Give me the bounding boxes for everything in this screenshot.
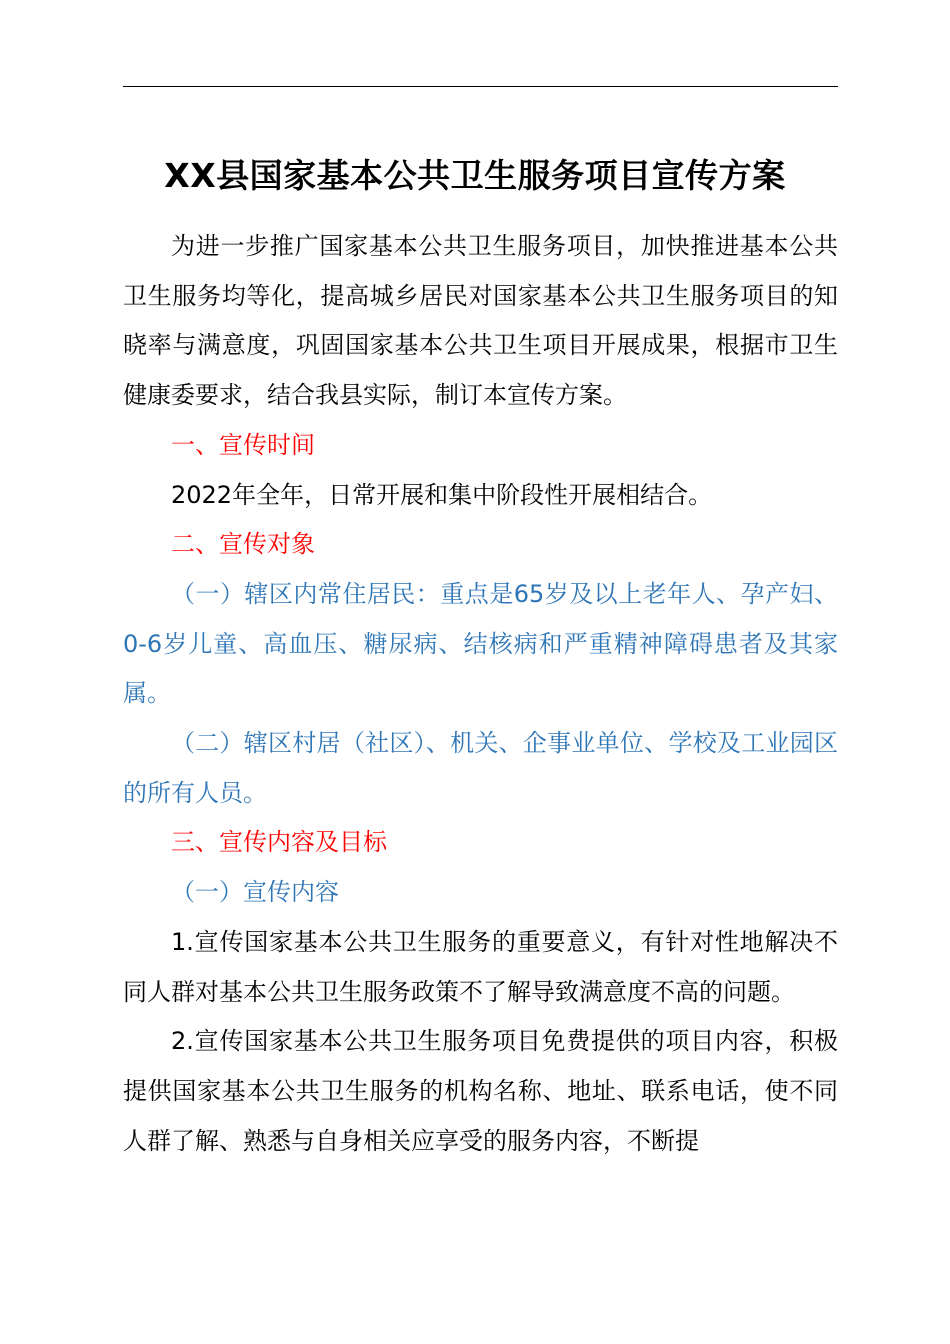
audience-item-1: （一）辖区内常住居民：重点是65岁及以上老年人、孕产妇、0-6岁儿童、高血压、糖尿病、结核病和严重精神障碍患者及其家属。 [123, 579, 838, 708]
content-item-2: 2.宣传国家基本公共卫生服务项目免费提供的项目内容，积极提供国家基本公共卫生服务的机构名称、地址、联系电话，使不同人群了解、熟悉与自身相关应享受的服务内容，不断提 [123, 1027, 838, 1155]
audience-item-2: （二）辖区村居（社区）、机关、企事业单位、学校及工业园区的所有人员。 [123, 729, 838, 807]
document-title: XX县国家基本公共卫生服务项目宣传方案 [164, 156, 786, 195]
section-heading-audience: 二、宣传对象 [171, 530, 315, 559]
header-rule [123, 86, 838, 87]
time-paragraph: 2022年全年，日常开展和集中阶段性开展相结合。 [171, 480, 713, 509]
section-heading-time: 一、宣传时间 [171, 430, 315, 459]
subsection-heading-content: （一）宣传内容 [171, 878, 339, 907]
document-body [123, 222, 838, 1166]
section-heading-content: 三、宣传内容及目标 [171, 828, 387, 857]
intro-paragraph: 为进一步推广国家基本公共卫生服务项目，加快推进基本公共卫生服务均等化，提高城乡居民对国家基本公共卫生服务项目的知晓率与满意度，巩固国家基本公共卫生项目开展成果，根据市卫生健康委要求，结合我县实际，制订本宣传方案。 [123, 232, 838, 410]
content-item-1: 1.宣传国家基本公共卫生服务的重要意义，有针对性地解决不同人群对基本公共卫生服务政策不了解导致满意度不高的问题。 [123, 927, 838, 1006]
